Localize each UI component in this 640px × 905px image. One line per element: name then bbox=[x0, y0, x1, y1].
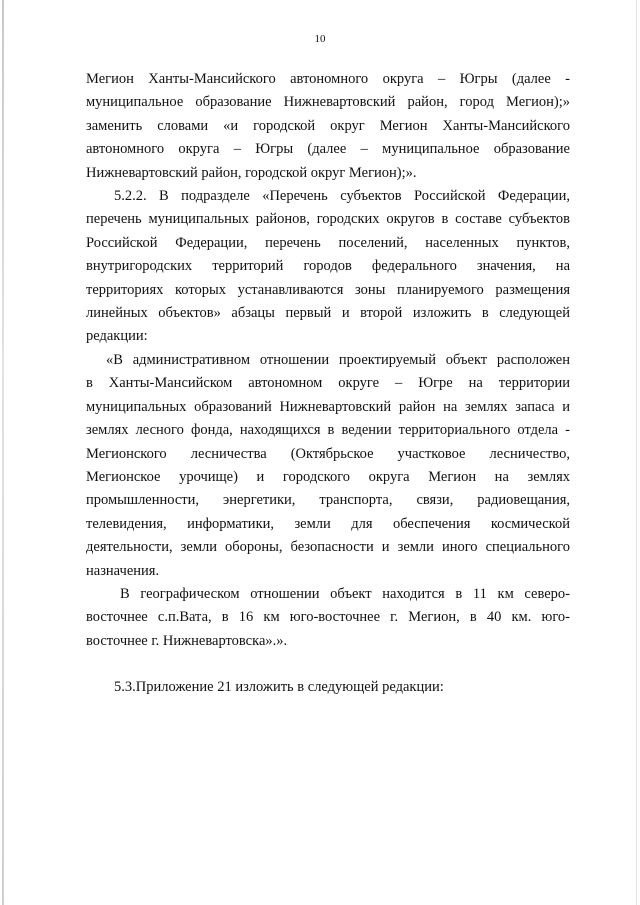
text-line: редакции: bbox=[86, 328, 148, 345]
paragraph-continuation bbox=[86, 68, 570, 185]
text-line: восточнее г. Нижневартовска».». bbox=[86, 632, 288, 649]
text-line: В географическом отношении объект находится в 11 км северо- bbox=[120, 585, 570, 602]
text-line: перечень муниципальных районов, городских округов в составе субъектов bbox=[86, 211, 570, 228]
text-line: территориях которых устанавливаются зоны планируемого размещения bbox=[86, 281, 570, 298]
blank-line bbox=[86, 653, 570, 676]
text-line: внутригородских территорий городов федерального значения, на bbox=[86, 258, 570, 275]
scan-edge-left bbox=[2, 0, 4, 905]
text-line: промышленности, энергетики, транспорта, связи, радиовещания, bbox=[86, 492, 570, 509]
text-line: деятельности, земли обороны, безопасности и земли иного специального bbox=[86, 539, 570, 556]
paragraph-quoted-geographic bbox=[86, 583, 570, 653]
text-line: Российской Федерации, перечень поселений, населенных пунктов, bbox=[86, 234, 570, 251]
text-line: муниципальных образований Нижневартовский район на землях запаса и bbox=[86, 398, 570, 415]
scan-edge-right bbox=[636, 0, 637, 905]
text-line: телевидения, информатики, земли для обеспечения космической bbox=[86, 515, 570, 532]
text-line: заменить словами «и городской округ Мегион Ханты-Мансийского bbox=[86, 117, 570, 134]
text-line: линейных объектов» абзацы первый и второй изложить в следующей bbox=[86, 305, 570, 322]
paragraph-5-2-2 bbox=[86, 185, 570, 349]
text-line: назначения. bbox=[86, 562, 160, 579]
text-line: восточнее с.п.Вата, в 16 км юго-восточнее г. Мегион, в 40 км. юго- bbox=[86, 609, 570, 626]
text-line: в Ханты-Мансийском автономном округе – Югре на территории bbox=[86, 375, 570, 392]
paragraph-5-3 bbox=[86, 676, 570, 699]
text-line: муниципальное образование Нижневартовский район, город Мегион);» bbox=[86, 94, 570, 111]
text-line: «В административном отношении проектируемый объект расположен bbox=[106, 351, 570, 368]
text-line: Мегионского лесничества (Октябрьское участковое лесничество, bbox=[86, 445, 570, 462]
text-line: 5.3.Приложение 21 изложить в следующей редакции: bbox=[114, 679, 444, 696]
text-line: Нижневартовский район, городской округ Мегион);». bbox=[86, 164, 417, 181]
paragraph-quoted-administrative bbox=[86, 349, 570, 583]
text-line: Мегионское урочище) и городского округа Мегион на землях bbox=[86, 468, 570, 485]
document-body bbox=[86, 68, 570, 700]
text-line: землях лесного фонда, находящихся в ведении территориального отдела - bbox=[86, 422, 570, 439]
text-line: Мегион Ханты-Мансийского автономного округа – Югры (далее - bbox=[86, 71, 570, 87]
page-number: 10 bbox=[314, 33, 326, 45]
text-line: 5.2.2. В подразделе «Перечень субъектов Российской Федерации, bbox=[114, 188, 570, 205]
text-line: автономного округа – Югры (далее – муниципальное образование bbox=[86, 141, 570, 158]
